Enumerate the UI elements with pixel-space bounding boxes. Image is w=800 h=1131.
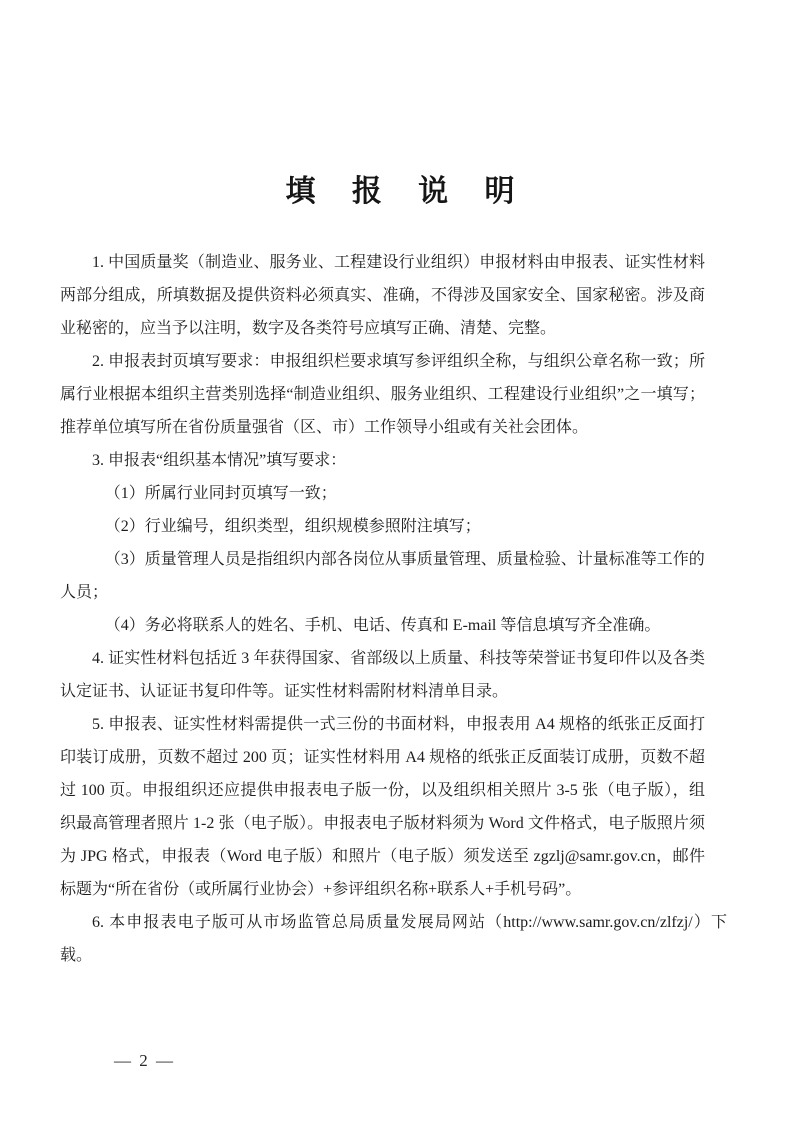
paragraph-1: 1. 中国质量奖（制造业、服务业、工程建设行业组织）申报材料由申报表、证实性材料两部分组成，所填数据及提供资料必须真实、准确，不得涉及国家安全、国家秘密。涉及商业秘密的，应当予以注明，数字及各类符号应填写正确、清楚、完整。	[60, 254, 705, 337]
paragraph-6: 6. 本申报表电子版可从市场监管总局质量发展局网站（http://www.samr.gov.cn/zlfzj/）下载。	[60, 914, 727, 964]
sub-item-3: （3）质量管理人员是指组织内部各岗位从事质量管理、质量检验、计量标准等工作的人员；	[60, 551, 705, 601]
page-number: — 2 —	[114, 1051, 175, 1070]
document-body	[60, 246, 727, 972]
sub-item-2: （2）行业编号，组织类型，组织规模参照附注填写；	[104, 518, 481, 535]
paragraph-2: 2. 申报表封页填写要求：申报组织栏要求填写参评组织全称，与组织公章名称一致；所属行业根据本组织主营类别选择“制造业组织、服务业组织、工程建设行业组织”之一填写；推荐单位填写所在省份质量强省（区、市）工作领导小组或有关社会团体。	[60, 353, 705, 436]
paragraph-4: 4. 证实性材料包括近 3 年获得国家、省部级以上质量、科技等荣誉证书复印件以及各类认定证书、认证证书复印件等。证实性材料需附材料清单目录。	[60, 650, 705, 700]
sub-item-4: （4）务必将联系人的姓名、手机、电话、传真和 E-mail 等信息填写齐全准确。	[104, 617, 661, 634]
sub-item-1: （1）所属行业同封页填写一致；	[104, 485, 337, 502]
paragraph-5: 5. 申报表、证实性材料需提供一式三份的书面材料，申报表用 A4 规格的纸张正反面打印装订成册，页数不超过 200 页；证实性材料用 A4 规格的纸张正反面装订成册，页数不超过 100 页。申报组织还应提供申报表电子版一份，以及组织相关照片 3-5 张（电子版），组织最高管理者照片 1-2 张（电子版）。申报表电子版材料须为 Word 文件格式，电子版照片须为 JPG 格式，申报表（Word 电子版）和照片（电子版）须发送至 zgzlj@samr.gov.cn，邮件标题为“所在省份（或所属行业协会）+参评组织名称+联系人+手机号码”。	[60, 716, 705, 898]
paragraph-3-heading: 3. 申报表“组织基本情况”填写要求：	[92, 452, 347, 469]
page-title: 填 报 说 明	[285, 175, 529, 208]
